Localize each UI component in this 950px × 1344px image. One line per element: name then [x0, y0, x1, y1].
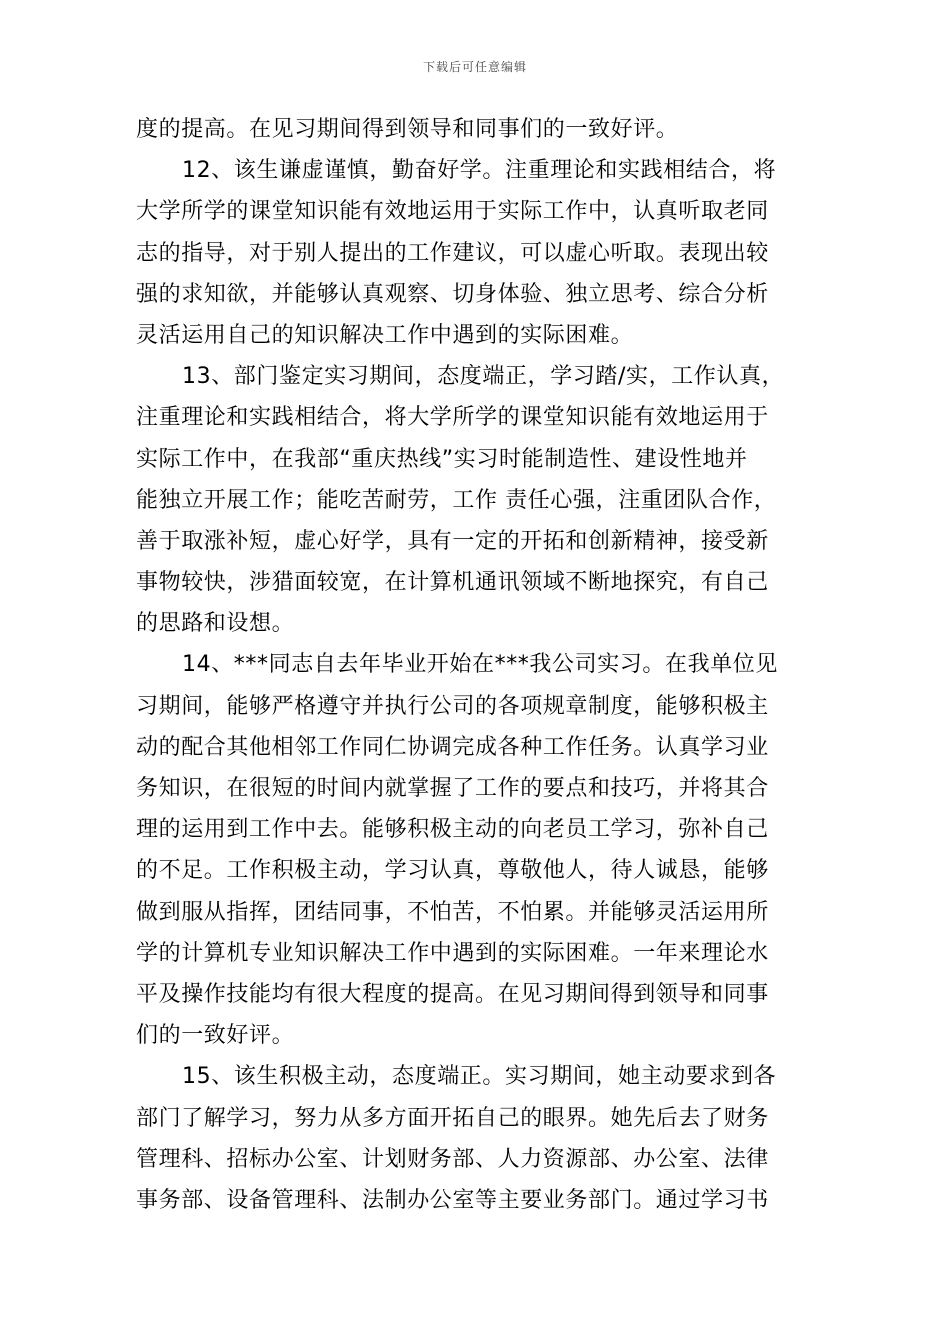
- text-line: 强的求知欲，并能够认真观察、切身体验、独立思考、综合分析: [136, 281, 769, 307]
- text-line: 的思路和设想。: [136, 611, 295, 637]
- text-line: 部门了解学习，努力从多方面开拓自己的眼界。她先后去了财务: [136, 1105, 769, 1131]
- text-line: 理的运用到工作中去。能够积极主动的向老员工学习，弥补自己: [136, 817, 769, 843]
- text-line: 大学所学的课堂知识能有效地运用于实际工作中，认真听取老同: [136, 199, 769, 225]
- text-line: 做到服从指挥，团结同事，不怕苦，不怕累。并能够灵活运用所: [136, 899, 769, 925]
- text-line: 善于取涨补短，虚心好学，具有一定的开拓和创新精神，接受新: [136, 528, 769, 554]
- text-line: 事务部、设备管理科、法制办公室等主要业务部门。通过学习书: [136, 1187, 769, 1213]
- text-line: 的不足。工作积极主动，学习认真，尊敬他人，待人诚恳，能够: [136, 858, 769, 884]
- text-line: 实际工作中，在我部“重庆热线”实习时能制造性、建设性地并: [136, 446, 748, 472]
- text-line: 平及操作技能均有很大程度的提高。在见习期间得到领导和同事: [136, 981, 769, 1007]
- text-line: 注重理论和实践相结合，将大学所学的课堂知识能有效地运用于: [136, 405, 769, 431]
- text-line: 务知识，在很短的时间内就掌握了工作的要点和技巧，并将其合: [136, 776, 769, 801]
- text-line: 动的配合其他相邻工作同仁协调完成各种工作任务。认真学习业: [136, 734, 769, 760]
- page-header: 下载后可任意编辑: [422, 60, 527, 74]
- paragraph-14-start: 14、***同志自去年毕业开始在***我公司实习。在我单位见: [182, 652, 778, 678]
- text-line: 习期间，能够严格遵守并执行公司的各项规章制度，能够积极主: [136, 693, 769, 719]
- text-line: 管理科、招标办公室、计划财务部、人力资源部、办公室、法律: [136, 1146, 769, 1172]
- text-line: 学的计算机专业知识解决工作中遇到的实际困难。一年来理论水: [136, 940, 769, 966]
- paragraph-15-start: 15、该生积极主动，态度端正。实习期间，她主动要求到各: [182, 1064, 777, 1090]
- paragraph-12-start: 12、该生谦虚谨慎，勤奋好学。注重理论和实践相结合，将: [182, 158, 777, 184]
- text-line: 能独立开展工作；能吃苦耐劳，工作 责任心强，注重团队合作，: [136, 487, 777, 513]
- paragraph-13-start: 13、部门鉴定实习期间，态度端正，学习踏/实，工作认真，: [182, 364, 785, 390]
- document-body: [136, 109, 816, 1221]
- text-line: 们的一致好评。: [136, 1023, 295, 1049]
- text-line: 灵活运用自己的知识解决工作中遇到的实际困难。: [136, 322, 634, 348]
- text-line: 事物较快，涉猎面较宽，在计算机通讯领域不断地探究，有自己: [136, 570, 769, 596]
- text-line: 度的提高。在见习期间得到领导和同事们的一致好评。: [136, 117, 679, 142]
- text-line: 志的指导，对于别人提出的工作建议，可以虚心听取。表现出较: [136, 240, 769, 266]
